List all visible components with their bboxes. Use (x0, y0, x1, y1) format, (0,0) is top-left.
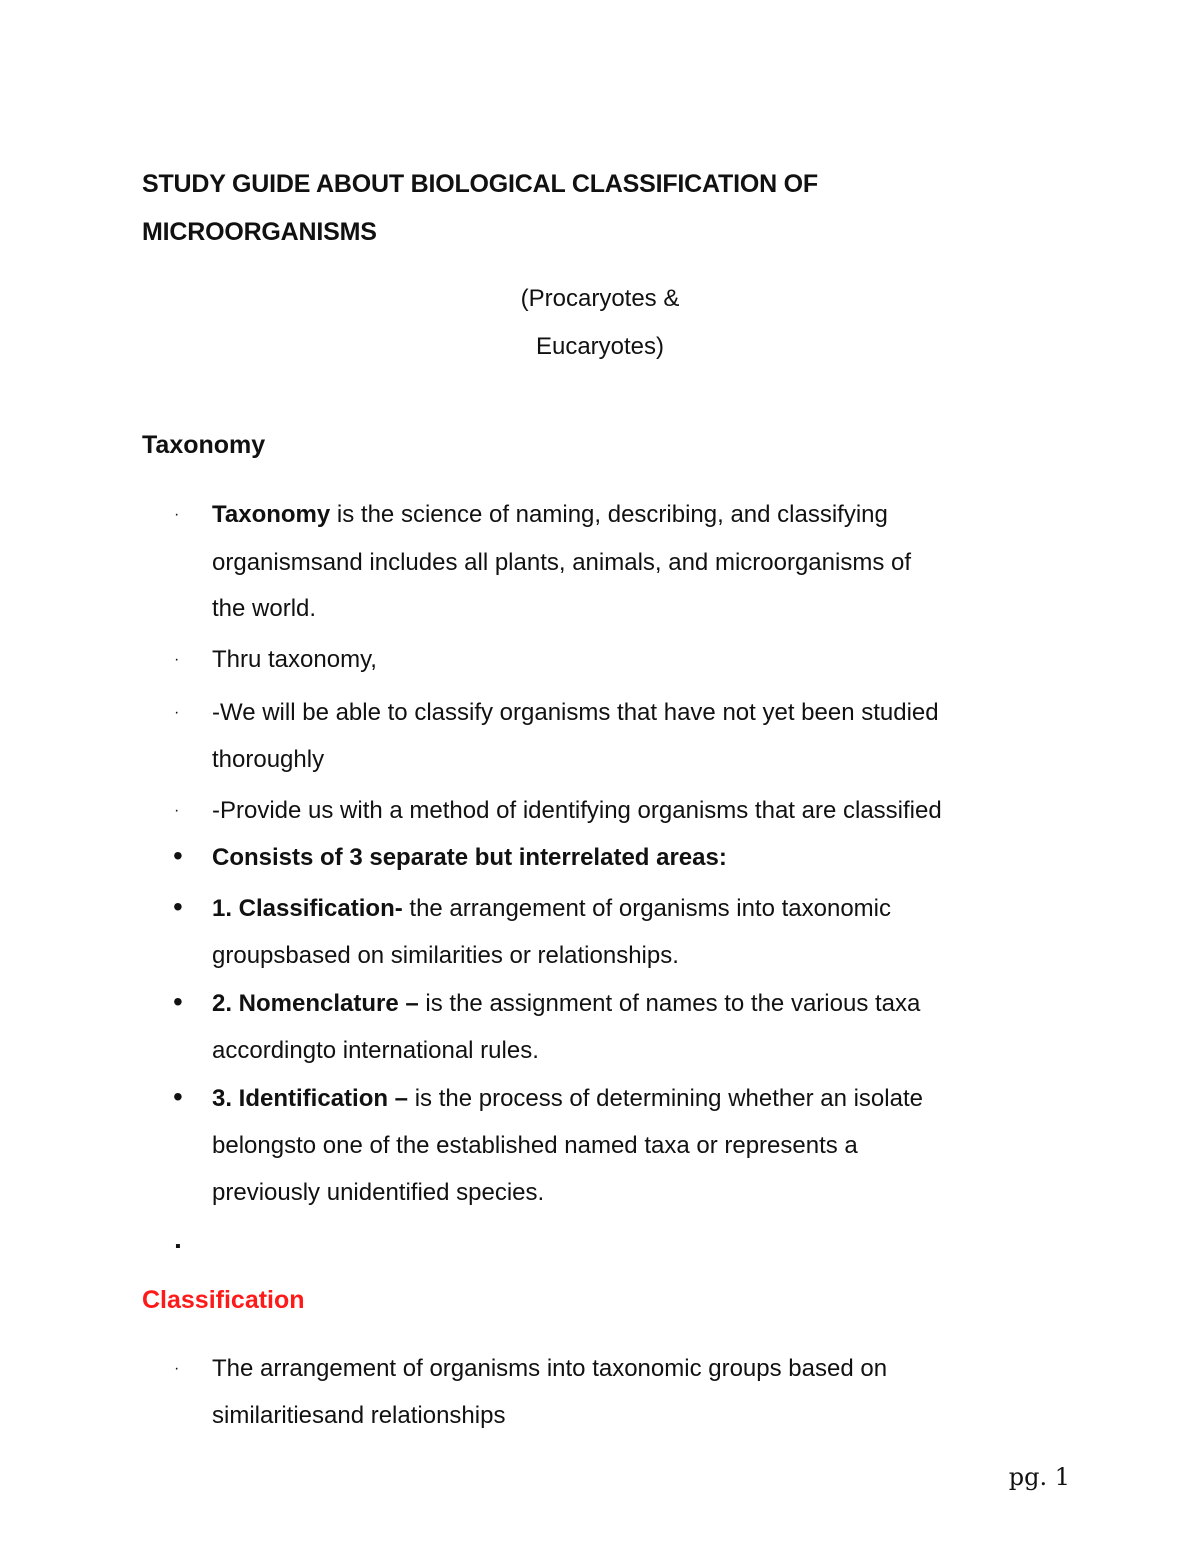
list-item-continuation-text: thoroughly (212, 746, 325, 773)
list-item-description: Thru taxonomy, (212, 646, 377, 673)
list-item-description: -We will be able to classify organisms that have not yet been studied (212, 699, 939, 726)
list-item-bold-term: 3. Identification – (212, 1085, 409, 1112)
list-item (0, 499, 1200, 539)
list-item-continuation (0, 1400, 1200, 1440)
list-item (0, 644, 1200, 684)
list-item (0, 1353, 1200, 1393)
list-item-text (212, 893, 891, 925)
list-item-continuation (0, 940, 1200, 980)
list-item (0, 842, 1200, 882)
list-item-bold-term: Taxonomy (212, 501, 331, 528)
list-item-continuation (0, 547, 1200, 587)
list-item-continuation-text: previously unidentified species. (212, 1179, 545, 1206)
list-item (0, 1083, 1200, 1123)
list-item (0, 795, 1200, 835)
list-item-description: is the assignment of names to the various taxa (418, 990, 921, 1017)
list-item-description: the arrangement of organisms into taxonomic (402, 895, 891, 922)
list-item-description: -Provide us with a method of identifying organisms that are classified (212, 797, 942, 824)
list-item-continuation-text: groupsbased on similarities or relationships. (212, 942, 679, 969)
document-title-line-2: MICROORGANISMS (142, 218, 377, 246)
list-item (0, 893, 1200, 933)
bullet-marker: • (173, 986, 183, 1017)
list-item-text (212, 1083, 923, 1115)
list-item-continuation (0, 1130, 1200, 1170)
list-item-continuation (0, 593, 1200, 633)
list-item-bold-term: 2. Nomenclature – (212, 990, 419, 1017)
list-item-description: is the science of naming, describing, and classifying (330, 501, 888, 528)
list-item-continuation-text: similaritiesand relationships (212, 1402, 506, 1429)
bullet-marker: · (174, 704, 180, 721)
bullet-marker: ▪ (175, 1238, 181, 1255)
document-title-line-1: STUDY GUIDE ABOUT BIOLOGICAL CLASSIFICATION OF (142, 170, 818, 198)
document-subtitle-line-2: Eucaryotes) (535, 333, 665, 360)
document-subtitle-line-1: (Procaryotes & (520, 285, 680, 312)
bullet-marker: · (174, 506, 180, 523)
bullet-marker: • (173, 1081, 183, 1112)
list-item-continuation (0, 1035, 1200, 1075)
bullet-marker: · (174, 651, 180, 668)
bullet-marker: · (174, 802, 180, 819)
list-item-bold-term: 1. Classification- (212, 895, 403, 922)
section-heading-taxonomy: Taxonomy (142, 431, 266, 459)
list-item-bold-term: Consists of 3 separate but interrelated areas: (212, 844, 727, 871)
page-number: pg. 1 (1008, 1463, 1070, 1491)
list-item (0, 988, 1200, 1028)
list-item-continuation-text: organismsand includes all plants, animals, and microorganisms of (212, 549, 911, 576)
list-item-continuation-text: the world. (212, 595, 317, 622)
list-item (0, 697, 1200, 737)
list-item-continuation-text: accordingto international rules. (212, 1037, 539, 1064)
bullet-marker: • (173, 840, 183, 871)
list-item-continuation-text: belongsto one of the established named taxa or represents a (212, 1132, 858, 1159)
section-heading-classification: Classification (142, 1286, 305, 1314)
list-item-text (212, 499, 888, 531)
list-item-description: The arrangement of organisms into taxonomic groups based on (212, 1355, 888, 1382)
bullet-marker: • (173, 891, 183, 922)
list-item-continuation (0, 744, 1200, 784)
list-item-text (212, 988, 920, 1020)
bullet-marker: · (174, 1360, 180, 1377)
list-item-continuation (0, 1177, 1200, 1217)
list-item-description: is the process of determining whether an isolate (408, 1085, 923, 1112)
list-item-empty (0, 1225, 1200, 1265)
